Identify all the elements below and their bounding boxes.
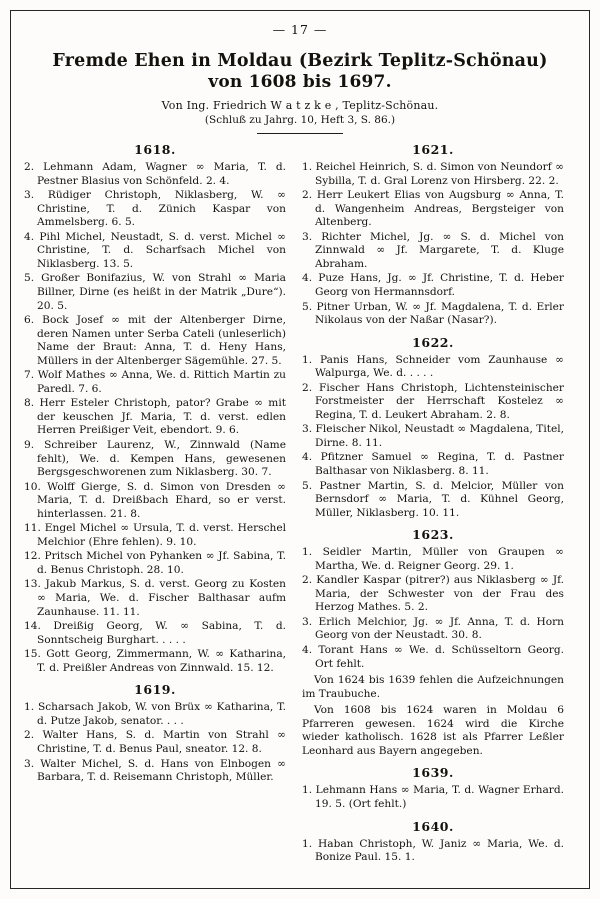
left-column	[24, 142, 286, 786]
list-item: 2. Lehmann Adam, Wagner ∞ Maria, T. d. Pestner Blasius von Schönfeld. 2. 4.	[24, 161, 286, 187]
year-heading: 1619.	[134, 682, 176, 698]
list-item: 1. Lehmann Hans ∞ Maria, T. d. Wagner Erhard. 19. 5. (Ort fehlt.)	[302, 784, 564, 810]
author-byline: Von Ing. Friedrich W a t z k e , Teplitz-Schönau.	[161, 99, 439, 113]
list-item: 10. Wolff Gierge, S. d. Simon von Dresden ∞ Maria, T. d. Dreißbach Ehard, so er verst. hinterlassen. 21. 8.	[24, 480, 286, 520]
note-paragraph: Von 1608 bis 1624 waren in Moldau 6 Pfarreren gewesen. 1624 wird die Kirche wieder katholisch. 1628 ist als Pfarrer Leßler Leonhard aus Bayern angegeben.	[302, 704, 564, 757]
list-item: 4. Torant Hans ∞ We. d. Schüsseltorn Georg. Ort fehlt.	[302, 644, 564, 670]
list-item: 2. Kandler Kaspar (pitrer?) aus Niklasberg ∞ Jf. Maria, der Schwester von der Frau des Herzog Mathes. 5. 2.	[302, 574, 564, 614]
list-item: 11. Engel Michel ∞ Ursula, T. d. verst. Herschel Melchior (Ehre fehlen). 9. 10.	[24, 522, 286, 548]
list-item: 12. Pritsch Michel von Pyhanken ∞ Jf. Sabina, T. d. Benus Christoph. 28. 10.	[24, 550, 286, 576]
list-item: 9. Schreiber Laurenz, W., Zinnwald (Name fehlt), We. d. Kempen Hans, gewesenen Bergsgeschworenen zum Niklasberg. 30. 7.	[24, 439, 286, 479]
folio-number: — 17 —	[272, 22, 328, 37]
list-item: 2. Fischer Hans Christoph, Lichtensteinischer Forstmeister der Herrschaft Kostelez ∞ Regina, T. d. Leukert Abraham. 2. 8.	[302, 381, 564, 421]
year-heading: 1622.	[412, 334, 454, 350]
page-content	[24, 22, 576, 881]
year-heading: 1640.	[412, 818, 454, 834]
list-item: 7. Wolf Mathes ∞ Anna, We. d. Rittich Martin zu Paredl. 7. 6.	[24, 369, 286, 395]
list-item: 6. Bock Josef ∞ mit der Altenberger Dirne, deren Namen unter Serba Cateli (unleserlich) Name der Braut: Anna, T. d. Heny Hans, Müllers in der Altenberger Sägemühle. 27. 5.	[24, 314, 286, 367]
note-paragraph: Von 1624 bis 1639 fehlen die Aufzeichnungen im Traubuche.	[302, 674, 564, 700]
year-heading: 1639.	[412, 765, 454, 781]
list-item: 1. Panis Hans, Schneider vom Zaunhause ∞ Walpurga, We. d. . . . .	[302, 353, 564, 380]
list-item: 1. Haban Christoph, W. Janiz ∞ Maria, We. d. Bonize Paul. 15. 1.	[302, 837, 564, 864]
list-item: 3. Erlich Melchior, Jg. ∞ Jf. Anna, T. d. Horn Georg von der Neustadt. 30. 8.	[302, 615, 564, 642]
continuation-note: (Schluß zu Jahrg. 10, Heft 3, S. 86.)	[204, 114, 396, 127]
list-item: 3. Walter Michel, S. d. Hans von Elnbogen ∞ Barbara, T. d. Reisemann Christoph, Müller.	[24, 757, 286, 784]
list-item: 3. Rüdiger Christoph, Niklasberg, W. ∞ Christine, T. d. Zünich Kaspar von Ammelsberg. 6. 5.	[24, 189, 286, 229]
title-line-2: von 1608 bis 1697.	[208, 72, 392, 93]
list-item: 4. Puze Hans, Jg. ∞ Jf. Christine, T. d. Heber Georg von Hermannsdorf.	[302, 272, 564, 298]
list-item: 15. Gott Georg, Zimmermann, W. ∞ Katharina, T. d. Preißler Andreas von Zinnwald. 15. 12.	[24, 648, 286, 674]
list-item: 4. Pfitzner Samuel ∞ Regina, T. d. Pastner Balthasar von Niklasberg. 8. 11.	[302, 451, 564, 478]
list-item: 8. Herr Esteler Christoph, pator? Grabe ∞ mit der keuschen Jf. Maria, T. d. verst. edlen Herren Preißiger Veit, ebendort. 9. 6.	[24, 397, 286, 437]
year-heading: 1621.	[412, 142, 454, 158]
list-item: 2. Walter Hans, S. d. Martin von Strahl ∞ Christine, T. d. Benus Paul, sneator. 12. 8.	[24, 729, 286, 755]
list-item: 14. Dreißig Georg, W. ∞ Sabina, T. d. Sonntscheig Burghart. . . . .	[24, 620, 286, 646]
list-item: 4. Pihl Michel, Neustadt, S. d. verst. Michel ∞ Christine, T. d. Scharfsach Michel von Niklasberg. 13. 5.	[24, 230, 286, 270]
two-column-body	[24, 142, 576, 866]
list-item: 5. Pastner Martin, S. d. Melcior, Müller von Bernsdorf ∞ Maria, T. d. Kühnel Georg, Müller, Niklasberg. 10. 11.	[302, 479, 564, 519]
list-item: 5. Großer Bonifazius, W. von Strahl ∞ Maria Billner, Dirne (es heißt in der Matrik „Dure“). 20. 5.	[24, 272, 286, 312]
article-title	[24, 51, 576, 93]
list-item: 1. Seidler Martin, Müller von Graupen ∞ Martha, We. d. Reigner Georg. 29. 1.	[302, 546, 564, 572]
list-item: 3. Richter Michel, Jg. ∞ S. d. Michel von Zinnwald ∞ Jf. Margarete, T. d. Kluge Abraham.	[302, 230, 564, 270]
list-item: 1. Scharsach Jakob, W. von Brüx ∞ Katharina, T. d. Putze Jakob, senator. . . .	[24, 701, 286, 727]
year-heading: 1618.	[134, 142, 176, 158]
list-item: 2. Herr Leukert Elias von Augsburg ∞ Anna, T. d. Wangenheim Andreas, Bergsteiger von Altenberg.	[302, 189, 564, 229]
list-item: 1. Reichel Heinrich, S. d. Simon von Neundorf ∞ Sybilla, T. d. Gral Lorenz von Hirsberg. 22. 2.	[302, 161, 564, 187]
title-line-1: Fremde Ehen in Moldau (Bezirk Teplitz-Schönau)	[52, 51, 548, 71]
right-column	[302, 142, 564, 866]
list-item: 3. Fleischer Nikol, Neustadt ∞ Magdalena, Titel, Dirne. 8. 11.	[302, 423, 564, 449]
year-heading: 1623.	[412, 527, 454, 543]
title-divider	[257, 133, 343, 134]
list-item: 5. Pitner Urban, W. ∞ Jf. Magdalena, T. d. Erler Nikolaus von der Naßar (Nasar?).	[302, 300, 564, 327]
list-item: 13. Jakub Markus, S. d. verst. Georg zu Kosten ∞ Maria, We. d. Fischer Balthasar aufm Zaunhause. 11. 11.	[24, 578, 286, 618]
